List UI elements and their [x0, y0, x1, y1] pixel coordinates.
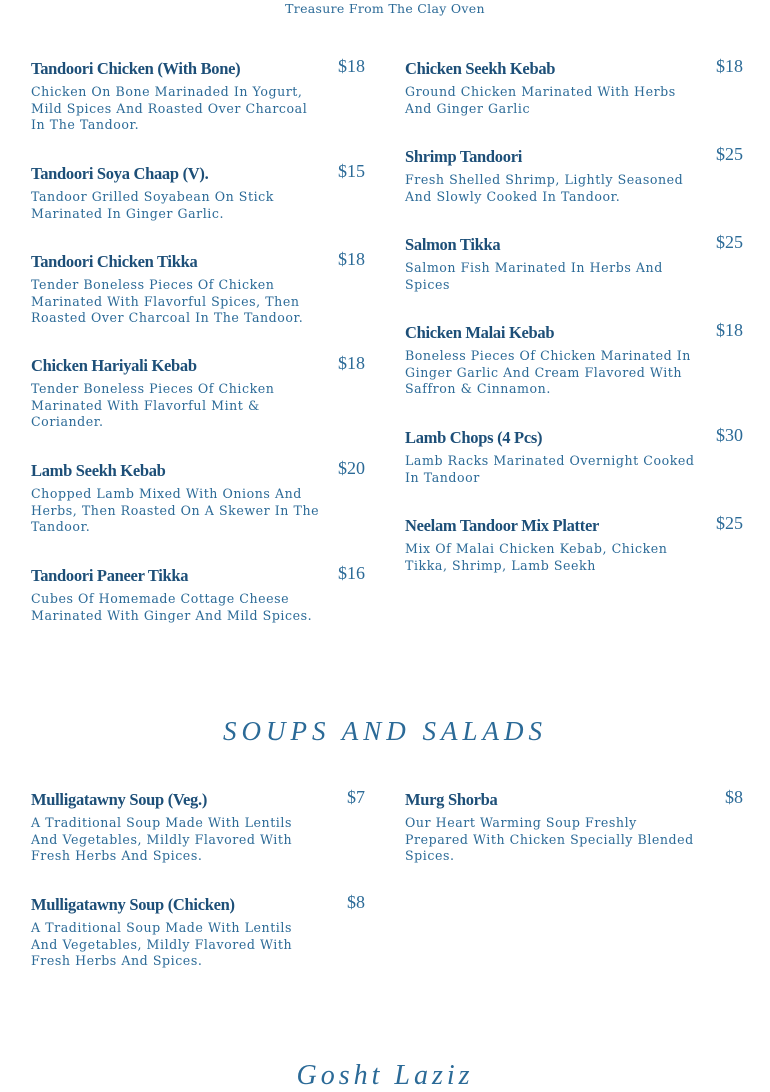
item-price: $15 — [338, 161, 365, 181]
item-description: Tandoor Grilled Soyabean On Stick Marinated In Ginger Garlic. — [31, 189, 274, 221]
item-price: $8 — [725, 787, 743, 807]
item-description: Boneless Pieces Of Chicken Marinated In Ginger Garlic And Cream Flavored With Saffron & Cinnamon. — [405, 348, 691, 397]
item-description: A Traditional Soup Made With Lentils And Vegetables, Mildly Flavored With Fresh Herbs And Spices. — [31, 920, 293, 969]
item-name: Chicken Malai Kebab — [405, 323, 555, 342]
item-description: Mix Of Malai Chicken Kebab, Chicken Tikka, Shrimp, Lamb Seekh — [405, 541, 668, 573]
item-name: Salmon Tikka — [405, 235, 501, 254]
item-name: Murg Shorba — [405, 790, 498, 809]
tandoor-right-column — [405, 56, 743, 619]
item-name: Tandoori Chicken Tikka — [31, 252, 198, 271]
item-name: Lamb Seekh Kebab — [31, 461, 166, 480]
section-heading-gosht: Gosht Laziz — [296, 1060, 474, 1091]
item-price: $8 — [347, 892, 365, 912]
soups-left-column — [31, 787, 367, 980]
section-subtitle: Treasure From The Clay Oven — [285, 1, 485, 16]
item-name: Tandoori Soya Chaap (V). — [31, 164, 209, 183]
section-heading-soups: SOUPS AND SALADS — [222, 716, 547, 746]
item-description: Tender Boneless Pieces Of Chicken Marinated With Flavorful Mint & Coriander. — [31, 381, 275, 430]
tandoor-left-column — [31, 56, 367, 659]
item-price: $18 — [716, 56, 743, 76]
item-description: A Traditional Soup Made With Lentils And Vegetables, Mildly Flavored With Fresh Herbs And Spices. — [31, 815, 293, 864]
item-price: $18 — [338, 249, 365, 269]
item-name: Mulligatawny Soup (Veg.) — [31, 790, 208, 809]
item-price: $25 — [716, 144, 743, 164]
item-price: $18 — [338, 353, 365, 373]
item-price: $25 — [716, 513, 743, 533]
item-description: Cubes Of Homemade Cottage Cheese Marinated With Ginger And Mild Spices. — [31, 591, 313, 623]
item-description: Fresh Shelled Shrimp, Lightly Seasoned And Slowly Cooked In Tandoor. — [405, 172, 684, 204]
item-name: Shrimp Tandoori — [405, 147, 523, 166]
item-name: Tandoori Paneer Tikka — [31, 566, 189, 585]
item-description: Chopped Lamb Mixed With Onions And Herbs, Then Roasted On A Skewer In The Tandoor. — [31, 486, 320, 535]
item-price: $30 — [716, 425, 743, 445]
item-name: Neelam Tandoor Mix Platter — [405, 516, 599, 535]
item-description: Lamb Racks Marinated Overnight Cooked In Tandoor — [405, 453, 695, 485]
item-description: Salmon Fish Marinated In Herbs And Spices — [405, 260, 663, 292]
item-price: $18 — [338, 56, 365, 76]
item-description: Chicken On Bone Marinaded In Yogurt, Mild Spices And Roasted Over Charcoal In The Tandoor. — [31, 84, 308, 133]
item-description: Ground Chicken Marinated With Herbs And Ginger Garlic — [405, 84, 676, 116]
item-name: Tandoori Chicken (With Bone) — [31, 59, 241, 78]
soups-right-column — [405, 787, 743, 880]
item-name: Mulligatawny Soup (Chicken) — [31, 895, 235, 914]
item-price: $7 — [347, 787, 365, 807]
item-price: $25 — [716, 232, 743, 252]
item-price: $20 — [338, 458, 365, 478]
item-name: Chicken Seekh Kebab — [405, 59, 556, 78]
item-name: Chicken Hariyali Kebab — [31, 356, 197, 375]
item-name: Lamb Chops (4 Pcs) — [405, 428, 543, 447]
item-price: $16 — [338, 563, 365, 583]
item-price: $18 — [716, 320, 743, 340]
item-description: Tender Boneless Pieces Of Chicken Marinated With Flavorful Spices, Then Roasted Over Charcoal In The Tandoor. — [31, 277, 304, 326]
item-description: Our Heart Warming Soup Freshly Prepared With Chicken Specially Blended Spices. — [405, 815, 694, 864]
